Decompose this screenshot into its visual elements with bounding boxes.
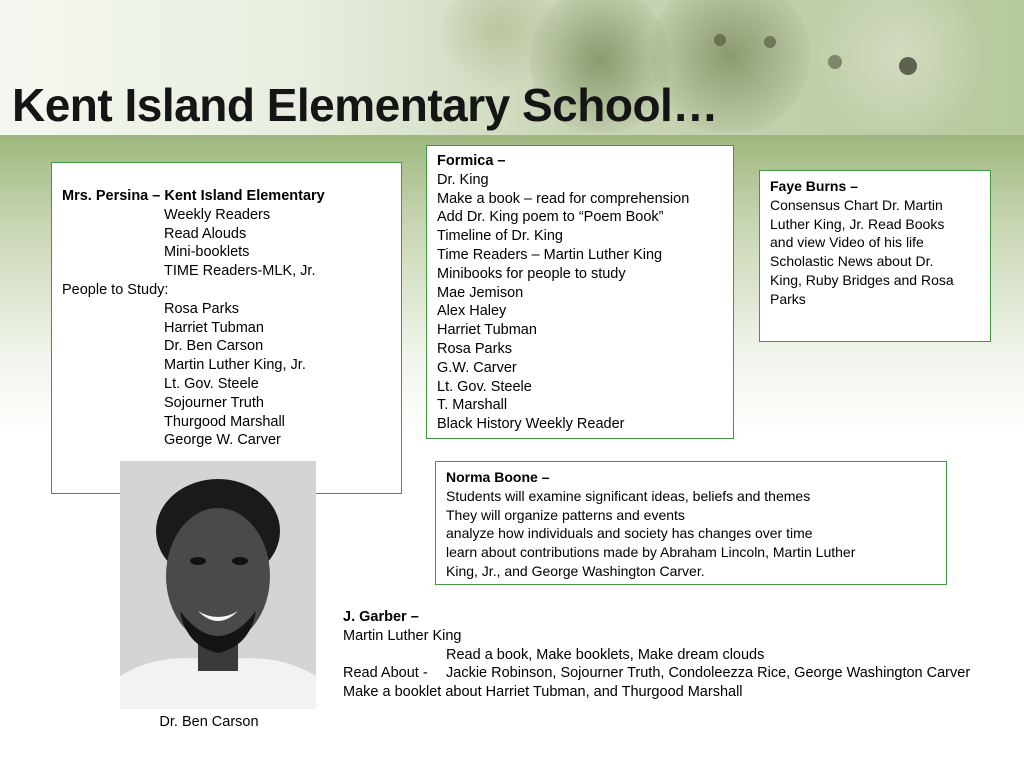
formica-line: Alex Haley (437, 303, 507, 320)
formica-line: Rosa Parks (437, 340, 512, 357)
ben-carson-portrait (120, 461, 316, 709)
read-about-list: Jackie Robinson, Sojourner Truth, Condoleezza Rice, George Washington Carver (446, 665, 971, 682)
persina-item: Read Alouds (164, 225, 247, 242)
faye-line: Scholastic News about Dr. (770, 253, 934, 270)
formica-line: Timeline of Dr. King (437, 228, 563, 245)
person-item: Thurgood Marshall (164, 413, 285, 430)
formica-line: Minibooks for people to study (437, 265, 626, 282)
person-item: Lt. Gov. Steele (164, 375, 259, 392)
formica-line: T. Marshall (437, 397, 508, 414)
faye-line: and view Video of his life (770, 234, 924, 251)
garber-heading: J. Garber – (343, 609, 419, 625)
persina-box (51, 162, 402, 494)
garber-line: Martin Luther King (343, 627, 462, 644)
faye-heading: Faye Burns – (770, 178, 858, 194)
faye-line: Luther King, Jr. Read Books (770, 215, 945, 232)
formica-heading: Formica – (437, 153, 506, 169)
norma-line: Students will examine significant ideas, beliefs and themes (446, 487, 811, 504)
faye-burns-box (759, 170, 991, 342)
person-item: Dr. Ben Carson (164, 338, 264, 355)
formica-line: Lt. Gov. Steele (437, 378, 532, 395)
portrait-caption: Dr. Ben Carson (159, 714, 259, 730)
people-to-study-label: People to Study: (62, 281, 169, 298)
person-item: Martin Luther King, Jr. (164, 357, 306, 374)
formica-line: Black History Weekly Reader (437, 416, 625, 433)
faye-line: King, Ruby Bridges and Rosa (770, 271, 954, 288)
formica-line: Dr. King (437, 171, 489, 188)
faye-line: Consensus Chart Dr. Martin (770, 196, 943, 213)
formica-line: Time Readers – Martin Luther King (437, 246, 663, 263)
formica-line: Mae Jemison (437, 284, 524, 301)
norma-heading: Norma Boone – (446, 469, 550, 485)
persina-item: TIME Readers-MLK, Jr. (164, 263, 316, 280)
read-about-label: Read About - (343, 665, 428, 682)
person-item: Rosa Parks (164, 300, 239, 317)
persina-item: Mini-booklets (164, 244, 250, 261)
person-item: Sojourner Truth (164, 394, 264, 411)
norma-line: King, Jr., and George Washington Carver. (446, 562, 705, 579)
norma-line: learn about contributions made by Abraham Lincoln, Martin Luther (446, 544, 856, 561)
garber-line: Read a book, Make booklets, Make dream clouds (446, 646, 765, 663)
formica-line: G.W. Carver (437, 359, 517, 376)
norma-line: They will organize patterns and events (446, 506, 685, 523)
garber-line: Make a booklet about Harriet Tubman, and Thurgood Marshall (343, 684, 743, 701)
persina-heading: Mrs. Persina – Kent Island Elementary (62, 188, 325, 204)
norma-boone-box (435, 461, 947, 585)
garber-read-about (343, 664, 970, 683)
person-item: Harriet Tubman (164, 319, 264, 336)
page-title: Kent Island Elementary School… (12, 79, 718, 131)
person-item: George W. Carver (164, 432, 281, 449)
formica-line: Harriet Tubman (437, 322, 537, 339)
formica-line: Add Dr. King poem to “Poem Book” (437, 209, 664, 226)
garber-section (343, 608, 970, 702)
norma-line: analyze how individuals and society has changes over time (446, 525, 813, 542)
faye-line: Parks (770, 290, 806, 307)
formica-line: Make a book – read for comprehension (437, 190, 690, 207)
formica-box (426, 145, 734, 439)
persina-item: Weekly Readers (164, 206, 271, 223)
